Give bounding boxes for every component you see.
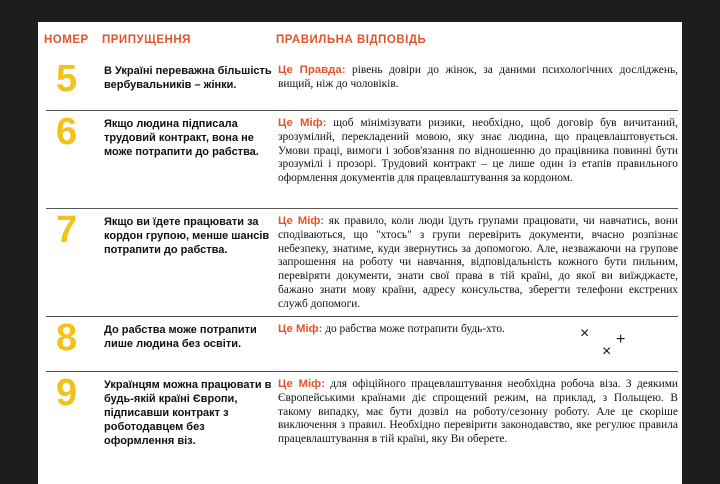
row-answer <box>278 215 678 312</box>
table-header <box>38 22 682 58</box>
answer-text: щоб мінімізувати ризики, необхідно, щоб договір був вичитаний, зрозумілий, перекладений мовою, яку знає людина, що працевлаштовується. Умови праці, вимоги і зобов'язання по відношенню до працівника повинні бути зрозумілі і прозорі. Трудовий контракт – це лише один із етапів правильного оформлення документів для працевлаштування за кордоном. <box>278 117 678 185</box>
row-answer <box>278 378 678 447</box>
table-row <box>46 372 678 480</box>
answer-text: до рабства може потрапити будь-хто. <box>322 323 505 335</box>
row-number: 5 <box>56 58 78 100</box>
header-assumption: ПРИПУЩЕННЯ <box>102 34 191 46</box>
table-row <box>46 317 678 372</box>
answer-tag: Це Міф: <box>278 215 325 227</box>
row-number: 9 <box>56 372 78 414</box>
answer-tag: Це Міф: <box>278 323 323 335</box>
row-number: 8 <box>56 317 78 359</box>
answer-text: рівень довіри до жінок, за даними психологічних досліджень, вищий, ніж до чоловіків. <box>278 64 678 90</box>
answer-tag: Це Міф: <box>278 117 327 129</box>
table-row <box>46 111 678 209</box>
row-answer <box>278 117 678 186</box>
row-assumption: Якщо ви їдете працювати за кордон групою, менше шансів потрапити до рабства. <box>104 216 270 256</box>
handwritten-mark: × <box>580 325 590 342</box>
answer-tag: Це Правда: <box>278 64 346 76</box>
row-assumption: До рабства може потрапити лише людина без освіти. <box>104 324 257 350</box>
row-answer <box>278 64 678 92</box>
table-row <box>46 209 678 317</box>
answer-tag: Це Міф: <box>278 378 325 390</box>
document-page <box>38 22 682 484</box>
row-assumption: Українцям можна працювати в будь-якій країні Європи, підписавши контракт з роботодавцем без оформлення віз. <box>104 379 272 447</box>
table-row <box>46 58 678 111</box>
handwritten-mark: × <box>602 343 612 360</box>
answer-text: для офіційного працевлаштування необхідна робоча віза. З деякими Європейськими країнами діє спрощений режим, на приклад, з Польщею. В такому випадку, має бути дозвіл на роботу/сезонну роботу. Але це скоріше виключення з правил. Необхідно перевірити законодавство, яке регулює правила працевлаштування в тій країні, яку Ви оберете. <box>278 378 678 446</box>
row-assumption: В Україні переважна більшість вербувальників – жінки. <box>104 65 272 91</box>
handwritten-mark: + <box>616 331 626 348</box>
header-number: НОМЕР <box>44 34 89 46</box>
row-number: 7 <box>56 209 78 251</box>
answer-text: як правило, коли люди їдуть групами працювати, чи навчатись, вони сподіваються, що "хтось" з групи перевірить документи, вчасно розпізнає небезпеку, знатиме, куди звернутись за допомогою. Але, незважаючи на групове запрошення на роботу чи навчання, відповідальність кожного бути пильним, перевіряти документи, знати свої права в тій країні, до якої ви виїжджаєте, бажано знати мову країни, адресу консульства, зберегти телефони екстрених служб допомоги. <box>278 215 678 310</box>
row-number: 6 <box>56 111 78 153</box>
header-answer: ПРАВИЛЬНА ВІДПОВІДЬ <box>276 34 427 46</box>
row-assumption: Якщо людина підписала трудовий контракт, вона не може потрапити до рабства. <box>104 118 259 158</box>
